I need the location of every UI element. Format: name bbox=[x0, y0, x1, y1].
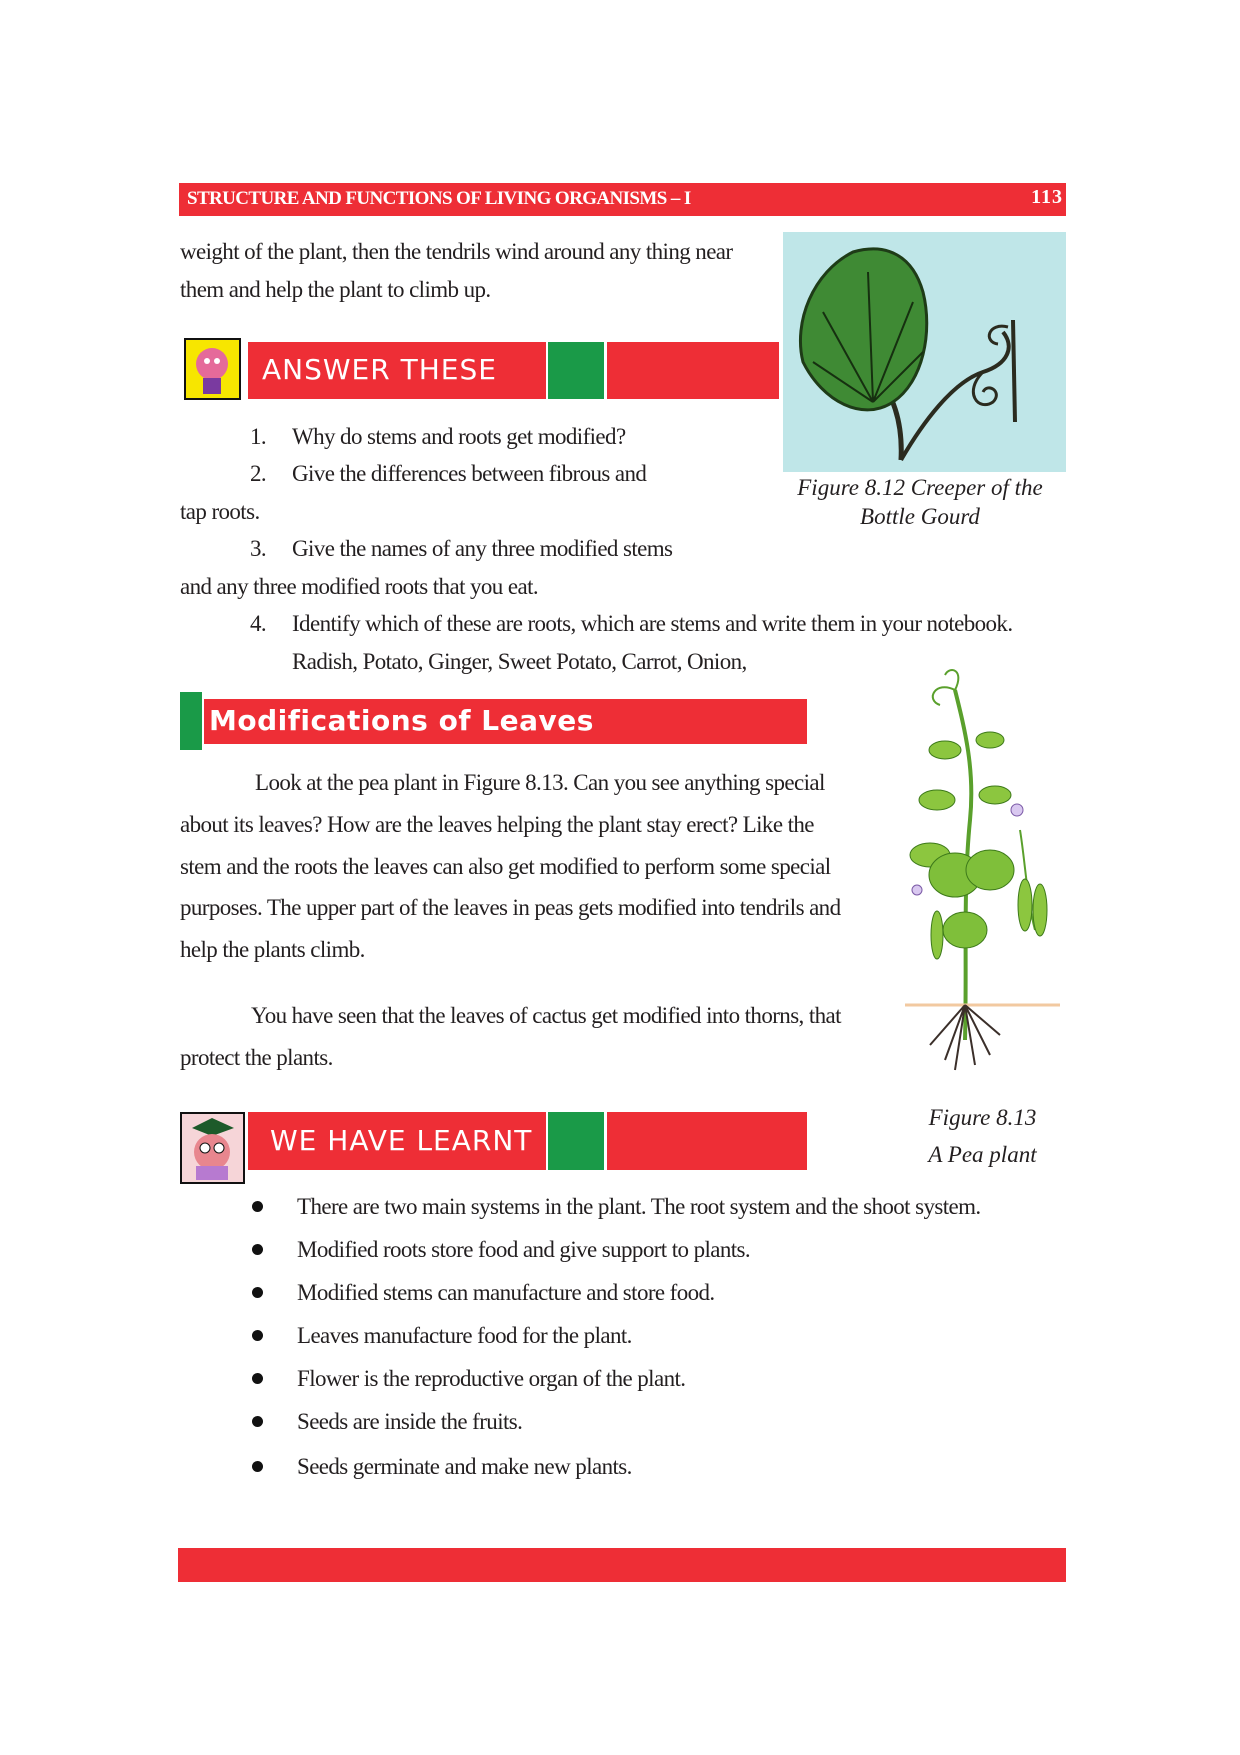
learnt-item-3: Modified stems can manufacture and store food. bbox=[297, 1280, 715, 1305]
bullet-dot bbox=[252, 1244, 263, 1255]
intro-line-1: weight of the plant, then the tendrils wind around any thing near bbox=[180, 239, 733, 264]
we-have-learnt-title: WE HAVE LEARNT bbox=[270, 1124, 533, 1157]
para-1-line-3: stem and the roots the leaves can also get modified to perform some special bbox=[180, 854, 831, 879]
answer-these-title: ANSWER THESE bbox=[262, 353, 497, 386]
intro-line-2: them and help the plant to climb up. bbox=[180, 277, 491, 302]
bullet-dot bbox=[252, 1330, 263, 1341]
question-2-continuation: tap roots. bbox=[180, 499, 260, 524]
question-4-list: Radish, Potato, Ginger, Sweet Potato, Carrot, Onion, bbox=[292, 649, 747, 674]
page-number: 113 bbox=[1031, 186, 1063, 208]
modifications-title: Modifications of Leaves bbox=[209, 704, 594, 737]
learnt-mascot-icon bbox=[180, 1112, 245, 1184]
question-3-continuation: and any three modified roots that you eat. bbox=[180, 574, 539, 599]
figure-8-13-caption-line-2: A Pea plant bbox=[928, 1141, 1037, 1167]
question-2-number: 2. bbox=[250, 461, 267, 486]
para-2-line-2: protect the plants. bbox=[180, 1045, 333, 1070]
question-4-number: 4. bbox=[250, 611, 267, 636]
bottle-gourd-illustration bbox=[783, 232, 1066, 472]
bullet-dot bbox=[252, 1201, 263, 1212]
para-1-line-1: Look at the pea plant in Figure 8.13. Can you see anything special bbox=[255, 770, 825, 795]
learnt-item-5: Flower is the reproductive organ of the plant. bbox=[297, 1366, 686, 1391]
question-mascot-icon bbox=[184, 338, 241, 400]
learnt-item-7: Seeds germinate and make new plants. bbox=[297, 1454, 632, 1479]
figure-8-12-caption-line-1: Figure 8.12 Creeper of the bbox=[797, 475, 1043, 500]
question-1-text: Why do stems and roots get modified? bbox=[292, 424, 626, 449]
bullet-dot bbox=[252, 1287, 263, 1298]
chapter-title: STRUCTURE AND FUNCTIONS OF LIVING ORGANISMS – I bbox=[187, 188, 691, 209]
question-1-number: 1. bbox=[250, 424, 267, 449]
learnt-item-1: There are two main systems in the plant. The root system and the shoot system. bbox=[297, 1194, 981, 1219]
para-1-line-5: help the plants climb. bbox=[180, 937, 365, 962]
answer-these-red-block bbox=[607, 342, 779, 399]
learnt-item-6: Seeds are inside the fruits. bbox=[297, 1409, 523, 1434]
figure-8-12-caption bbox=[760, 474, 1080, 532]
learnt-item-4: Leaves manufacture food for the plant. bbox=[297, 1323, 632, 1348]
learnt-item-2: Modified roots store food and give support to plants. bbox=[297, 1237, 751, 1262]
bullet-dot bbox=[252, 1416, 263, 1427]
figure-8-13-caption-line-1: Figure 8.13 bbox=[928, 1105, 1037, 1130]
question-4-text: Identify which of these are roots, which are stems and write them in your notebook. bbox=[292, 611, 1013, 636]
answer-these-green-block bbox=[548, 342, 604, 399]
bullet-dot bbox=[252, 1373, 263, 1384]
question-2-text: Give the differences between fibrous and bbox=[292, 461, 647, 486]
learnt-green-block bbox=[548, 1112, 604, 1170]
para-2-line-1: You have seen that the leaves of cactus get modified into thorns, that bbox=[251, 1003, 841, 1028]
figure-8-12-caption-line-2: Bottle Gourd bbox=[860, 503, 980, 529]
question-3-text: Give the names of any three modified stems bbox=[292, 536, 673, 561]
figure-bottle-gourd bbox=[783, 232, 1066, 472]
para-1-line-2: about its leaves? How are the leaves helping the plant stay erect? Like the bbox=[180, 812, 814, 837]
figure-8-13-caption bbox=[895, 1100, 1070, 1174]
figure-pea-plant bbox=[895, 660, 1065, 1100]
modifications-green-tab bbox=[180, 692, 202, 750]
pea-plant-illustration bbox=[895, 660, 1065, 1100]
footer-bar bbox=[178, 1548, 1066, 1582]
para-1-line-4: purposes. The upper part of the leaves in peas gets modified into tendrils and bbox=[180, 895, 841, 920]
learnt-red-block bbox=[607, 1112, 807, 1170]
bullet-dot bbox=[252, 1461, 263, 1472]
question-3-number: 3. bbox=[250, 536, 267, 561]
